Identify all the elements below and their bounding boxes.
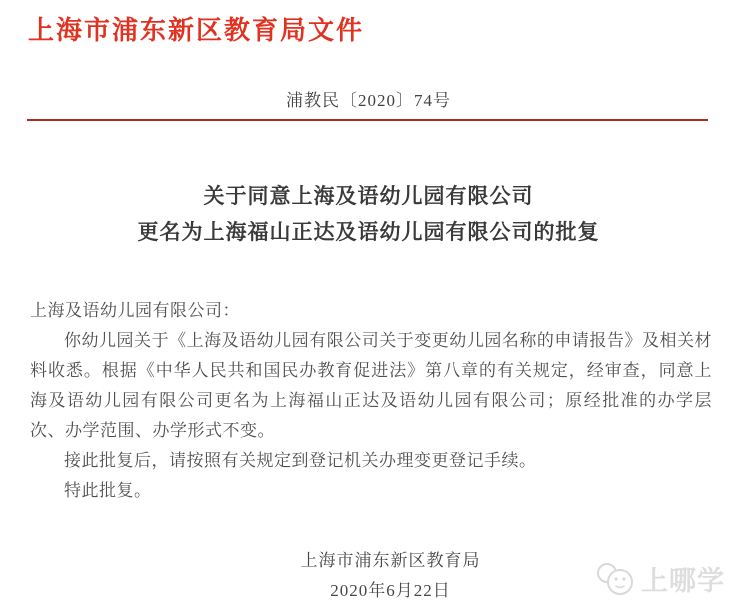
document-title — [0, 178, 737, 250]
body-paragraph: 你幼儿园关于《上海及语幼儿园有限公司关于变更幼儿园名称的申请报告》及相关材料收悉。根据《中华人民共和国民办教育促进法》第八章的有关规定，经审查，同意上海及语幼儿园有限公司更名为上海福山正达及语幼儿园有限公司；原经批准的办学层次、办学范围、办学形式不变。 — [30, 331, 712, 440]
body-paragraph: 接此批复后，请按照有关规定到登记机关办理变更登记手续。 — [64, 451, 537, 470]
salutation: 上海及语幼儿园有限公司： — [30, 301, 240, 320]
signature-date: 2020年6月22日 — [330, 581, 451, 600]
body-paragraph: 特此批复。 — [64, 481, 152, 500]
doc-number: 浦教民〔2020〕74号 — [286, 91, 451, 110]
watermark-logo — [595, 559, 725, 598]
title-line-1: 关于同意上海及语幼儿园有限公司 — [203, 184, 534, 208]
document-body — [30, 296, 712, 506]
signature-org: 上海市浦东新区教育局 — [300, 551, 481, 570]
document-header: 上海市浦东新区教育局文件 — [28, 16, 365, 45]
watermark-label: 上哪学 — [641, 566, 725, 596]
header-divider — [27, 119, 708, 121]
mascot-face-icon — [595, 560, 637, 598]
title-line-2: 更名为上海福山正达及语幼儿园有限公司的批复 — [137, 220, 600, 244]
